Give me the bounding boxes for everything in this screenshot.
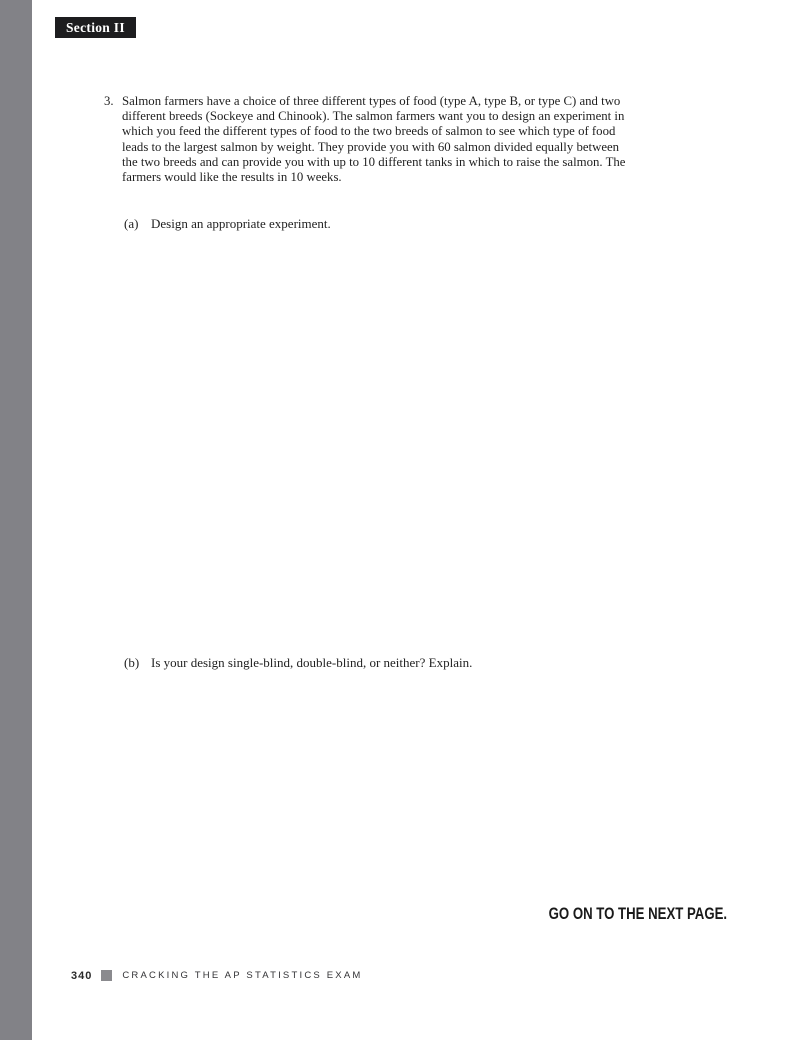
question-line: leads to the largest salmon by weight. They provide you with 60 salmon divided equally between [122, 139, 620, 154]
page-footer [71, 969, 362, 982]
question-part-a [124, 216, 331, 231]
question-line: which you feed the different types of food to the two breeds of salmon to see which type of food [122, 124, 616, 139]
question-line: the two breeds and can provide you with up to 10 different tanks in which to raise the salmon. The [122, 154, 626, 169]
question-line: different breeds (Sockeye and Chinook). The salmon farmers want you to design an experiment in [122, 109, 625, 124]
part-b-text: Is your design single-blind, double-blind, or neither? Explain. [151, 655, 473, 670]
part-a-text: Design an appropriate experiment. [151, 216, 331, 231]
book-title: CRACKING THE AP STATISTICS EXAM [122, 970, 363, 981]
question-line: farmers would like the results in 10 weeks. [122, 170, 342, 185]
question-text [122, 94, 625, 185]
question-3 [104, 94, 625, 185]
page-edge-bar [0, 0, 32, 1040]
question-line: Salmon farmers have a choice of three different types of food (type A, type B, or type C) and two [122, 94, 621, 108]
page-number: 340 [71, 969, 93, 982]
question-part-b [124, 655, 472, 670]
footer-square-icon [101, 970, 112, 981]
question-number: 3. [104, 94, 114, 108]
section-badge: Section II [55, 17, 136, 38]
part-b-label: (b) [124, 655, 140, 670]
part-a-label: (a) [124, 216, 139, 231]
go-on-notice: GO ON TO THE NEXT PAGE. [548, 905, 727, 923]
